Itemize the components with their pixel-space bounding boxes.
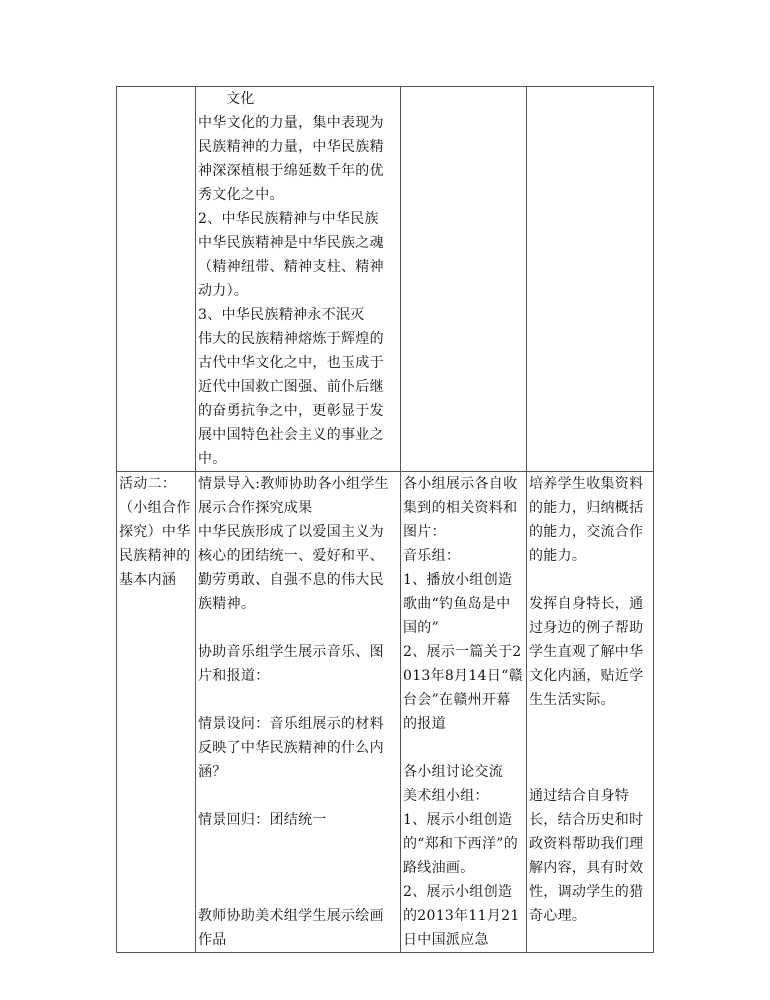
text-line: 2、展示一篇关于2013年8月14日“赣台会”在赣州开幕的报道 [403,644,523,732]
text-line: 中华民族形成了以爱国主义为核心的团结统一、爱好和平、勤劳勇敢、自强不息的伟大民族精神。 [198,524,384,612]
table-row [117,87,654,472]
text-line: 文化 [226,91,255,107]
teacher-activity-cell [196,472,401,953]
text-line: 通过结合自身特长，结合历史和时政资料帮助我们理解内容，具有时效性，调动学生的猎奇心理。 [529,788,644,924]
text-line: 2、中华民族精神与中华民族 [198,211,379,227]
text-line: 协助音乐组学生展示音乐、图片和报道： [198,644,384,684]
text-line: 情景回归：团结统一 [198,812,327,828]
text-line: 教师协助美术组学生展示绘画作品 [198,908,384,948]
text-line: 中华民族精神是中华民族之魂（精神纽带、精神支柱、精神动力）。 [198,235,384,299]
text-line: 音乐组： [403,548,461,564]
activity-title: 活动二：（小组合作探究）中华民族精神的基本内涵 [119,476,191,588]
lesson-plan-table [116,86,654,953]
table-row [117,472,654,953]
text-line: 培养学生收集资料的能力，归纳概括的能力，交流合作的能力。 [529,476,644,564]
text-line: 中华文化的力量，集中表现为民族精神的力量，中华民族精神深深植根于绵延数千年的优秀文化之中。 [198,115,384,203]
activity-title-cell [117,472,196,953]
text-line: 美术组小组： [403,788,489,804]
row1-student-cell [401,87,527,472]
text-line: 各小组讨论交流 [403,764,504,780]
text-line: 1、展示小组创造的“郑和下西洋”的路线油画。 [403,812,519,876]
text-line: 伟大的民族精神熔炼于辉煌的古代中华文化之中，也玉成于近代中国救亡图强、前仆后继的奋勇抗争之中，更彰显于发展中国特色社会主义的事业之中。 [198,331,384,467]
text-line: 发挥自身特长，通过身边的例子帮助学生直观了解中华文化内涵，贴近学生生活实际。 [529,596,644,708]
text-line: 2、展示小组创造的2013年11月21日中国派应急 [403,884,520,948]
student-activity-cell [401,472,527,953]
text-line: 1、播放小组创造歌曲“钓鱼岛是中国的” [403,572,513,636]
row1-activity-cell [117,87,196,472]
row1-content-cell [196,87,401,472]
text-line: 各小组展示各自收集到的相关资料和图片： [403,476,518,540]
text-line: 情景设问：音乐组展示的材料反映了中华民族精神的什么内涵？ [198,716,384,780]
text-line: 情景导入:教师协助各小组学生展示合作探究成果 [198,476,389,516]
design-purpose-cell [527,472,654,953]
text-line: 3、中华民族精神永不泯灭 [198,307,365,323]
row1-purpose-cell [527,87,654,472]
